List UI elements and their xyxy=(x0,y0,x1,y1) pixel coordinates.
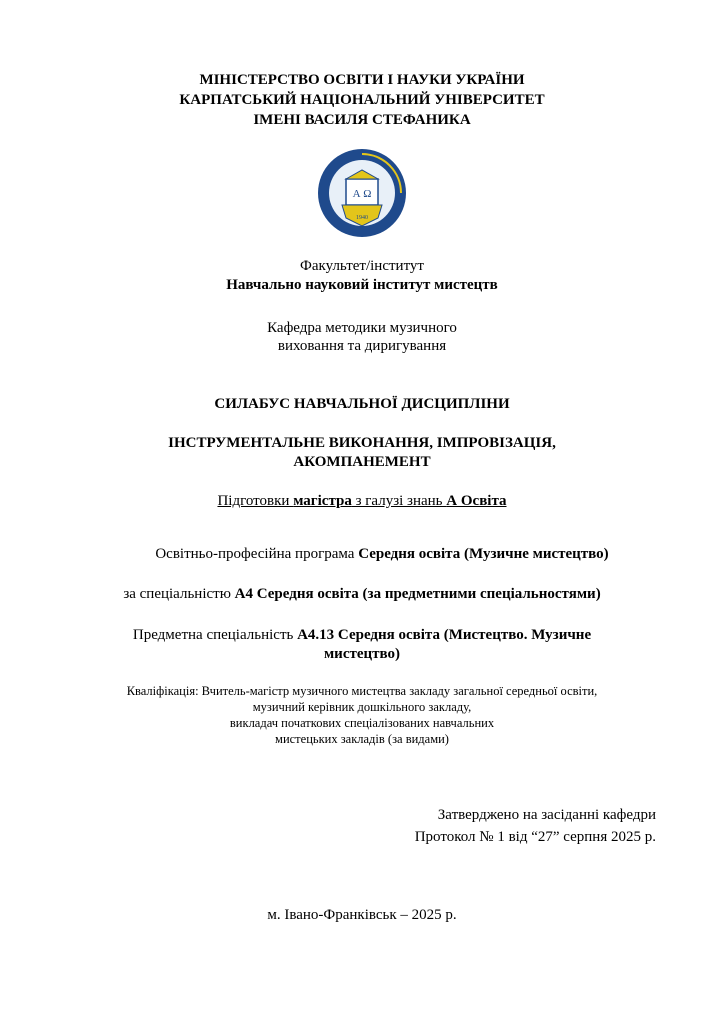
logo-letters: А Ω xyxy=(352,188,372,200)
syllabus-title: СИЛАБУС НАВЧАЛЬНОЇ ДИСЦИПЛІНИ xyxy=(214,396,510,412)
program-label: Освітньо-професійна програма xyxy=(155,546,359,562)
qualification-line-1: Кваліфікація: Вчитель-магістр музичного мистецтва закладу загальної середньої освіти, xyxy=(126,684,598,698)
training-degree: магістра xyxy=(293,493,352,509)
university-dedication: ІМЕНІ ВАСИЛЯ СТЕФАНИКА xyxy=(253,112,471,128)
specialty-label: за спеціальністю xyxy=(123,586,235,602)
university-logo xyxy=(316,148,408,238)
faculty-name: Навчально науковий інститут мистецтв xyxy=(226,277,498,293)
department-line-1: Кафедра методики музичного xyxy=(267,320,457,336)
city-year: м. Івано-Франківськ – 2025 р. xyxy=(267,907,457,923)
university-name: КАРПАТСЬКИЙ НАЦІОНАЛЬНИЙ УНІВЕРСИТЕТ xyxy=(179,92,545,108)
subject-specialty-name-1: А4.13 Середня освіта (Мистецтво. Музичне xyxy=(297,627,592,643)
training-middle: з галузі знань xyxy=(351,493,447,509)
training-field: А Освіта xyxy=(446,493,507,509)
subject-specialty-name-2: мистецтво) xyxy=(323,646,401,662)
department-line-2: виховання та диригування xyxy=(277,338,447,354)
ministry-name: МІНІСТЕРСТВО ОСВІТИ І НАУКИ УКРАЇНИ xyxy=(199,72,525,88)
subject-specialty-line-1 xyxy=(0,626,724,644)
program-line xyxy=(20,545,724,563)
approval-line-1: Затверджено на засіданні кафедри xyxy=(437,807,656,823)
specialty-name: А4 Середня освіта (за предметними спеціальностями) xyxy=(234,586,601,602)
discipline-line-2: АКОМПАНЕМЕНТ xyxy=(293,454,431,470)
training-line xyxy=(0,492,724,510)
approval-protocol: Протокол № 1 від “27” серпня 2025 р. xyxy=(414,829,656,845)
logo-year: 1940 xyxy=(356,215,368,221)
faculty-label: Факультет/інститут xyxy=(300,258,424,274)
qualification-line-3: викладач початкових спеціалізованих навчальних xyxy=(229,716,495,730)
discipline-line-1: ІНСТРУМЕНТАЛЬНЕ ВИКОНАННЯ, ІМПРОВІЗАЦІЯ, xyxy=(168,435,556,451)
specialty-line xyxy=(0,585,724,603)
program-name: Середня освіта (Музичне мистецтво) xyxy=(358,546,609,562)
qualification-line-2: музичний керівник дошкільного закладу, xyxy=(252,700,472,714)
subject-specialty-label: Предметна спеціальність xyxy=(132,627,298,643)
qualification-line-4: мистецьких закладів (за видами) xyxy=(275,732,449,746)
training-prefix: Підготовки xyxy=(217,493,294,509)
